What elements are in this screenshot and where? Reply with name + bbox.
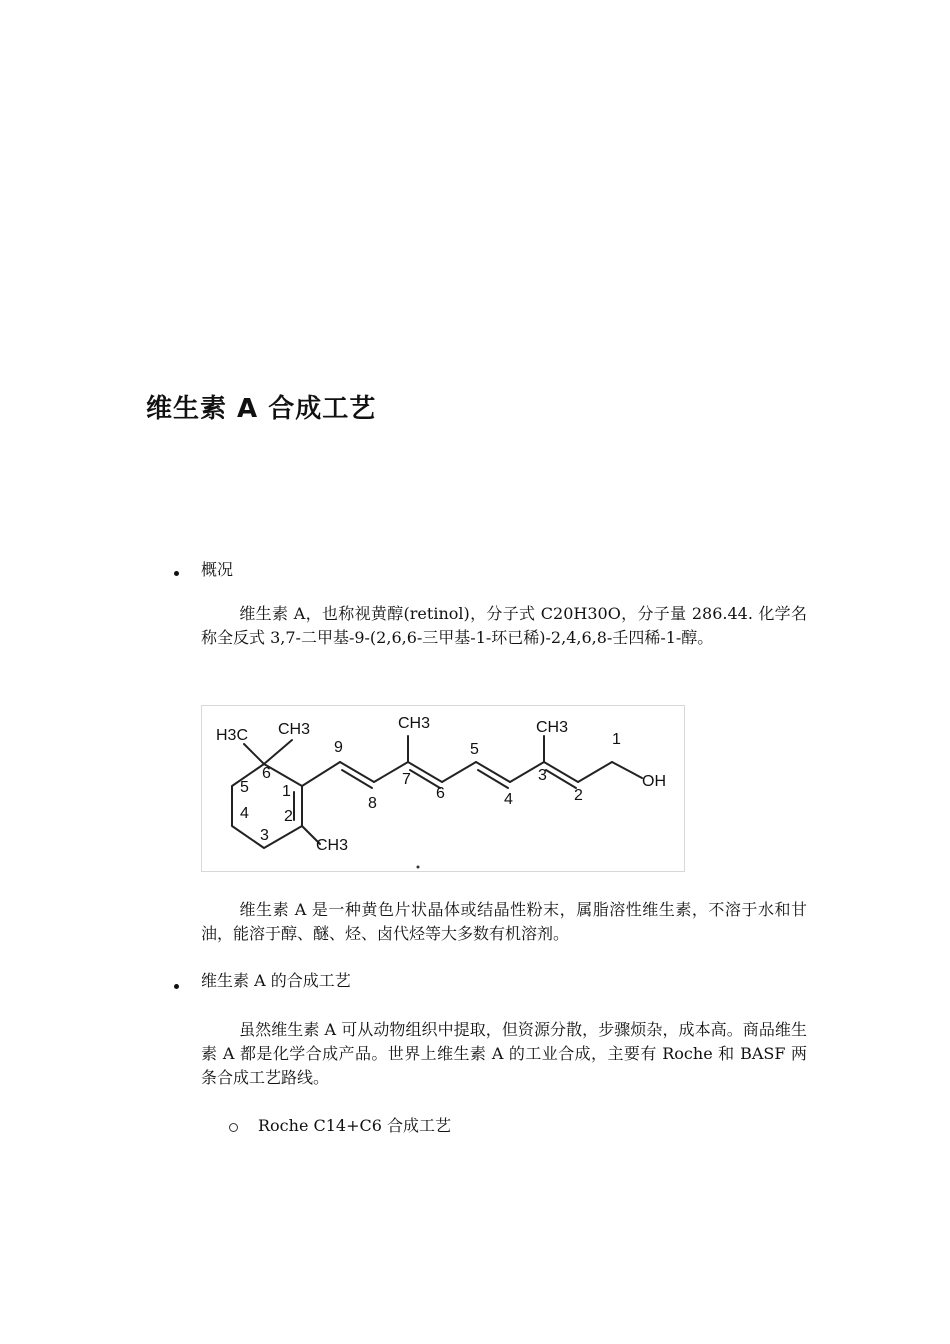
stray-dot [417, 866, 420, 869]
label-chain-9: 9 [334, 739, 343, 756]
label-oh: OH [642, 773, 666, 790]
label-chain-3: 3 [538, 767, 547, 784]
bullet-dot [174, 984, 179, 989]
label-ring-1: 1 [282, 783, 291, 800]
retinol-structure-figure [201, 705, 685, 872]
label-ring-4: 4 [240, 805, 249, 822]
section-heading-synthesis: 维生素 A 的合成工艺 [201, 971, 351, 990]
properties-text: 维生素 A 是一种黄色片状晶体或结晶性粉末，属脂溶性维生素，不溶于水和甘油，能溶于醇、醚、烃、卤代烃等大多数有机溶剂。 [201, 900, 807, 943]
synthesis-text: 虽然维生素 A 可从动物组织中提取，但资源分散，步骤烦杂，成本高。商品维生素 A 都是化学合成产品。世界上维生素 A 的工业合成，主要有 Roche 和 BASF 两条合成工艺路线。 [201, 1020, 807, 1087]
overview-paragraph [201, 602, 807, 650]
label-ch3-c3: CH3 [536, 719, 569, 736]
retinol-structure-diagram [202, 706, 684, 871]
label-chain-2: 2 [574, 787, 583, 804]
label-ring-2: 2 [284, 808, 293, 825]
label-ring-3: 3 [260, 827, 269, 844]
properties-paragraph [201, 898, 807, 946]
label-chain-4: 4 [504, 791, 513, 808]
label-chain-1: 1 [612, 731, 621, 748]
label-ch3-c7: CH3 [398, 715, 431, 732]
page-title: 维生素 A 合成工艺 [146, 394, 377, 424]
label-ring-5: 5 [240, 779, 249, 796]
overview-text: 维生素 A，也称视黄醇(retinol)，分子式 C20H30O，分子量 286.44. 化学名称全反式 3,7-二甲基-9-(2,6,6-三甲基-1-环已稀)-2,4,6,8-壬四稀-1-醇。 [201, 604, 807, 647]
label-ch3-ring-top: CH3 [278, 721, 311, 738]
label-h3c: H3C [216, 727, 249, 744]
bullet-dot [174, 571, 179, 576]
label-chain-6: 6 [436, 785, 445, 802]
label-chain-7: 7 [402, 771, 411, 788]
label-chain-8: 8 [368, 795, 377, 812]
sub-bullet-circle [229, 1123, 238, 1132]
label-ch3-ring-bottom: CH3 [316, 837, 349, 854]
section-heading-overview: 概况 [201, 560, 234, 579]
subitem-roche: Roche C14+C6 合成工艺 [258, 1116, 452, 1135]
label-ring-6: 6 [262, 765, 271, 782]
label-chain-5: 5 [470, 741, 479, 758]
synthesis-paragraph [201, 1018, 807, 1090]
